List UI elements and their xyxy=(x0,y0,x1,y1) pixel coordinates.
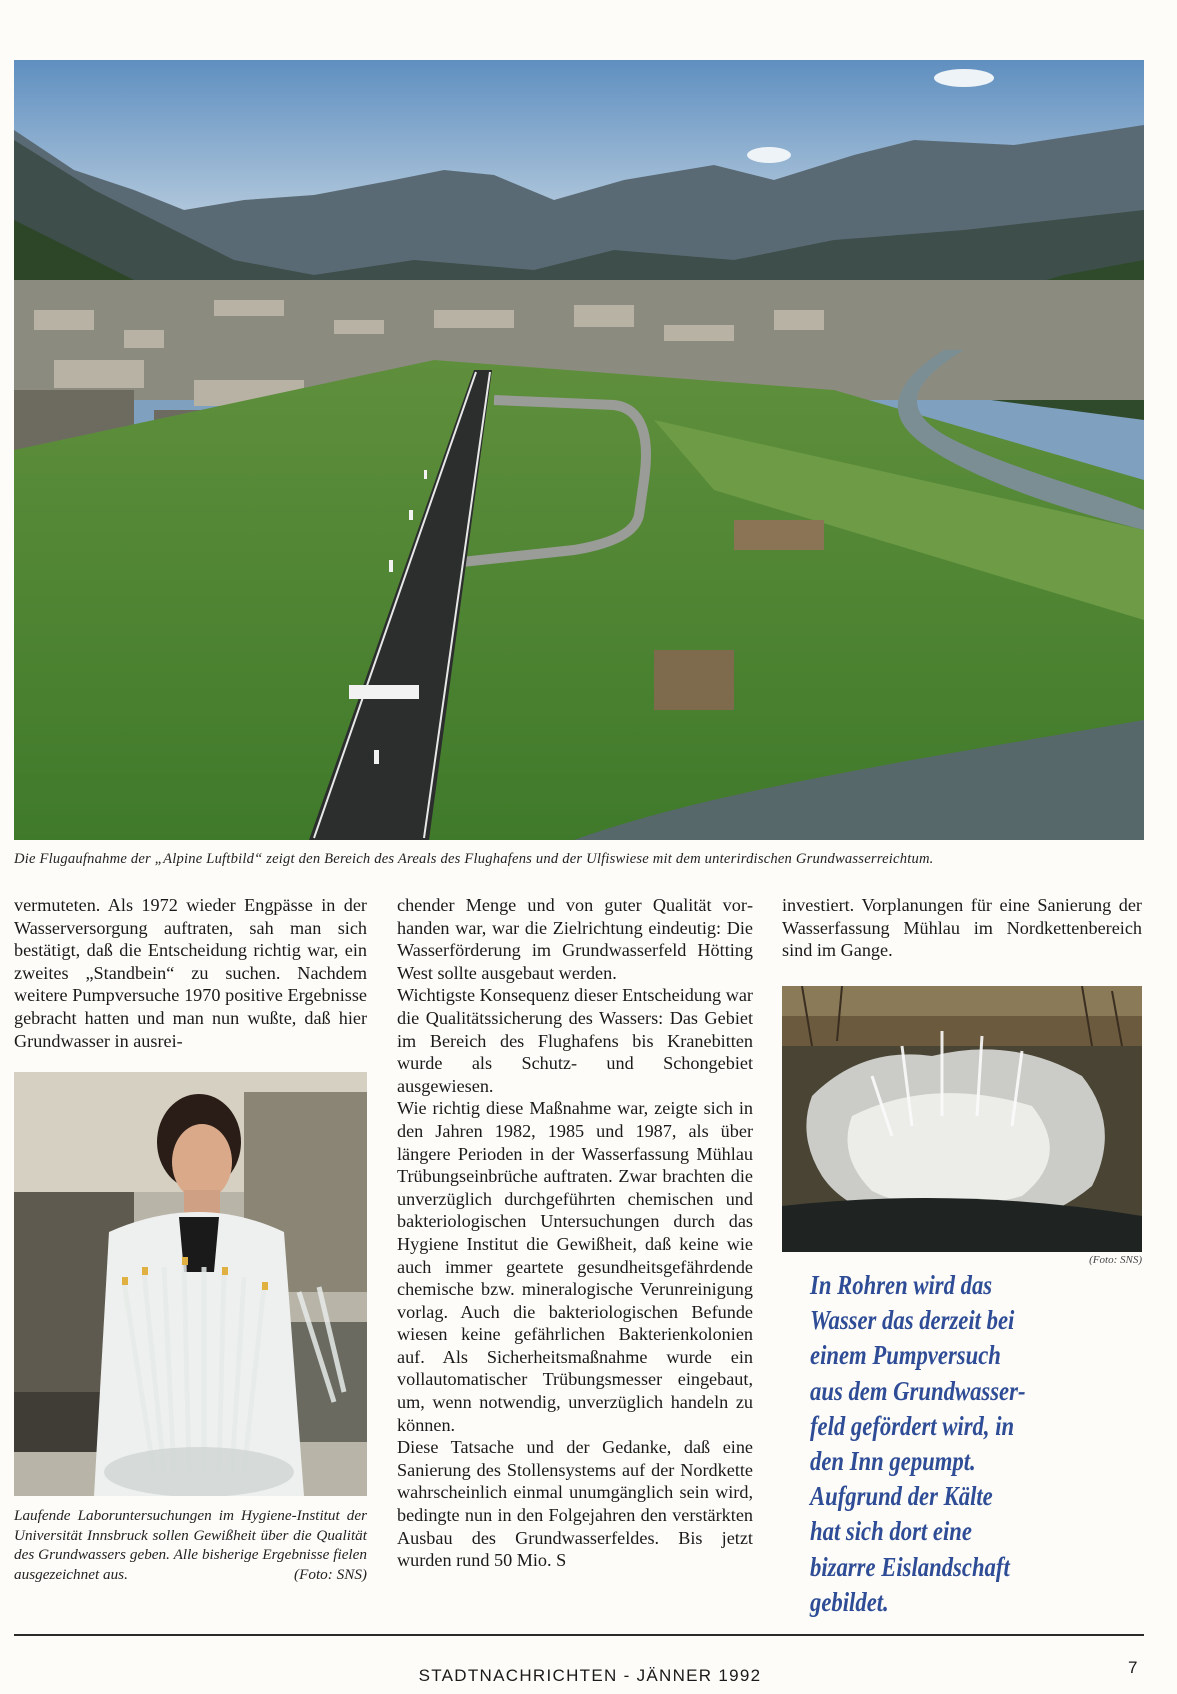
pull-quote-line: feld gefördert wird, in xyxy=(810,1410,1015,1441)
article-paragraph: Diese Tatsache und der Gedanke, daß eine Sanierung des Stollensystems auf der Nordkette wahrscheinlich einmal unumgänglich sein wird, bedingte nun in den Folgejahren den verstärkten Ausbau des Grundwasserfeldes. Bis jetzt wurden rund 50 Mio. S xyxy=(397,1437,753,1571)
lab-photo-caption xyxy=(14,1506,367,1584)
article-paragraph: Wichtigste Konsequenz dieser Entscheidung war die Qualitätssicherung des Wassers: Das Gebiet im Bereich des Flughafens bis Kranebitten wurde als Schutz- und Schongebiet ausgewiesen. xyxy=(397,985,753,1096)
article-paragraph: vermuteten. Als 1972 wieder Engpässe in der Wasserversorgung auftraten, sah man sich bestätigt, daß die Entscheidung richtig war, ein zweites „Standbein“ zu suchen. Nachdem weitere Pumpversuche 1970 positive Ergebnisse gebracht hatten und man nun wußte, daß hier Grundwasser in ausrei- xyxy=(14,895,367,1051)
pull-quote-line: Wasser das derzeit bei xyxy=(810,1305,1015,1336)
pull-quote-line: Aufgrund der Kälte xyxy=(810,1481,993,1512)
pull-quote-line: hat sich dort eine xyxy=(810,1516,972,1547)
aerial-photo-caption: Die Flugaufnahme der „Alpine Luftbild“ zeigt den Bereich des Areals des Flughafens und der Ulfiswiese mit dem unterirdischen Grundwasserreichtum. xyxy=(14,851,934,867)
lab-photo-image xyxy=(14,1072,367,1496)
ice-photo-image xyxy=(782,986,1142,1252)
pull-quote-line: bizarre Eislandschaft xyxy=(810,1551,1010,1582)
ice-photo-credit: (Foto: SNS) xyxy=(1089,1254,1142,1266)
article-column-3 xyxy=(782,894,1142,962)
pull-quote-line: In Rohren wird das xyxy=(810,1270,993,1300)
lab-photo-credit: (Foto: SNS) xyxy=(294,1565,367,1583)
pull-quote-line: den Inn gepumpt. xyxy=(810,1446,976,1477)
pull-quote-line: gebildet. xyxy=(810,1586,889,1617)
article-paragraph: Wie richtig diese Maßnahme war, zeigte sich in den Jahren 1982, 1985 und 1987, als über längere Perioden in der Wasserfassung Mühlau Trübungseinbrüche auftraten. Zwar brachten die unverzüglich durchgeführten chemischen und bakteriologischen Untersuchungen durch das Hygiene Institut die Gewißheit, daß keine wie auch immer geartete gesundheitsgefährdende chemische bzw. mineralogische Verunreinigung vorlag. Auch die bakteriologischen Befunde wiesen keine gefährlichen Bakterienkolonien auf. Als Sicherheitsmaßnahme wurde ein vollautomatischer Trübungsmesser eingebaut, um, wenn notwendig, unverzüglich handeln zu können. xyxy=(397,1098,753,1435)
aerial-photo-airport xyxy=(14,60,1144,840)
aerial-photo-image xyxy=(14,60,1144,840)
pull-quote xyxy=(810,1268,1087,1620)
page-number: 7 xyxy=(1128,1658,1138,1677)
lab-caption-text: Laufende Laboruntersuchungen im Hygiene-Institut der Universität Innsbruck sollen Gewißheit über die Qualität des Grundwassers geben. Alle bisherige Ergebnisse fielen ausgezeichnet aus. xyxy=(14,1507,367,1583)
footer-publication-title: STADTNACHRICHTEN - JÄNNER 1992 xyxy=(418,1666,762,1685)
footer-divider xyxy=(14,1634,1144,1636)
ice-landscape-photo xyxy=(782,986,1142,1252)
lab-photo xyxy=(14,1072,367,1496)
pull-quote-line: aus dem Grundwasser- xyxy=(810,1375,1026,1406)
article-column-1 xyxy=(14,894,367,1052)
article-paragraph: chender Menge und von guter Qualität vorhanden war, war die Zielrichtung eindeutig: Die Wasserförderung im Grundwasserfeld Hötting West sollte ausgebaut werden. xyxy=(397,895,753,983)
article-column-2 xyxy=(397,894,753,1572)
article-paragraph: investiert. Vorplanungen für eine Sanierung der Wasserfassung Mühlau im Nordkettenbereich sind im Gange. xyxy=(782,895,1142,961)
pull-quote-line: einem Pumpversuch xyxy=(810,1340,1001,1371)
